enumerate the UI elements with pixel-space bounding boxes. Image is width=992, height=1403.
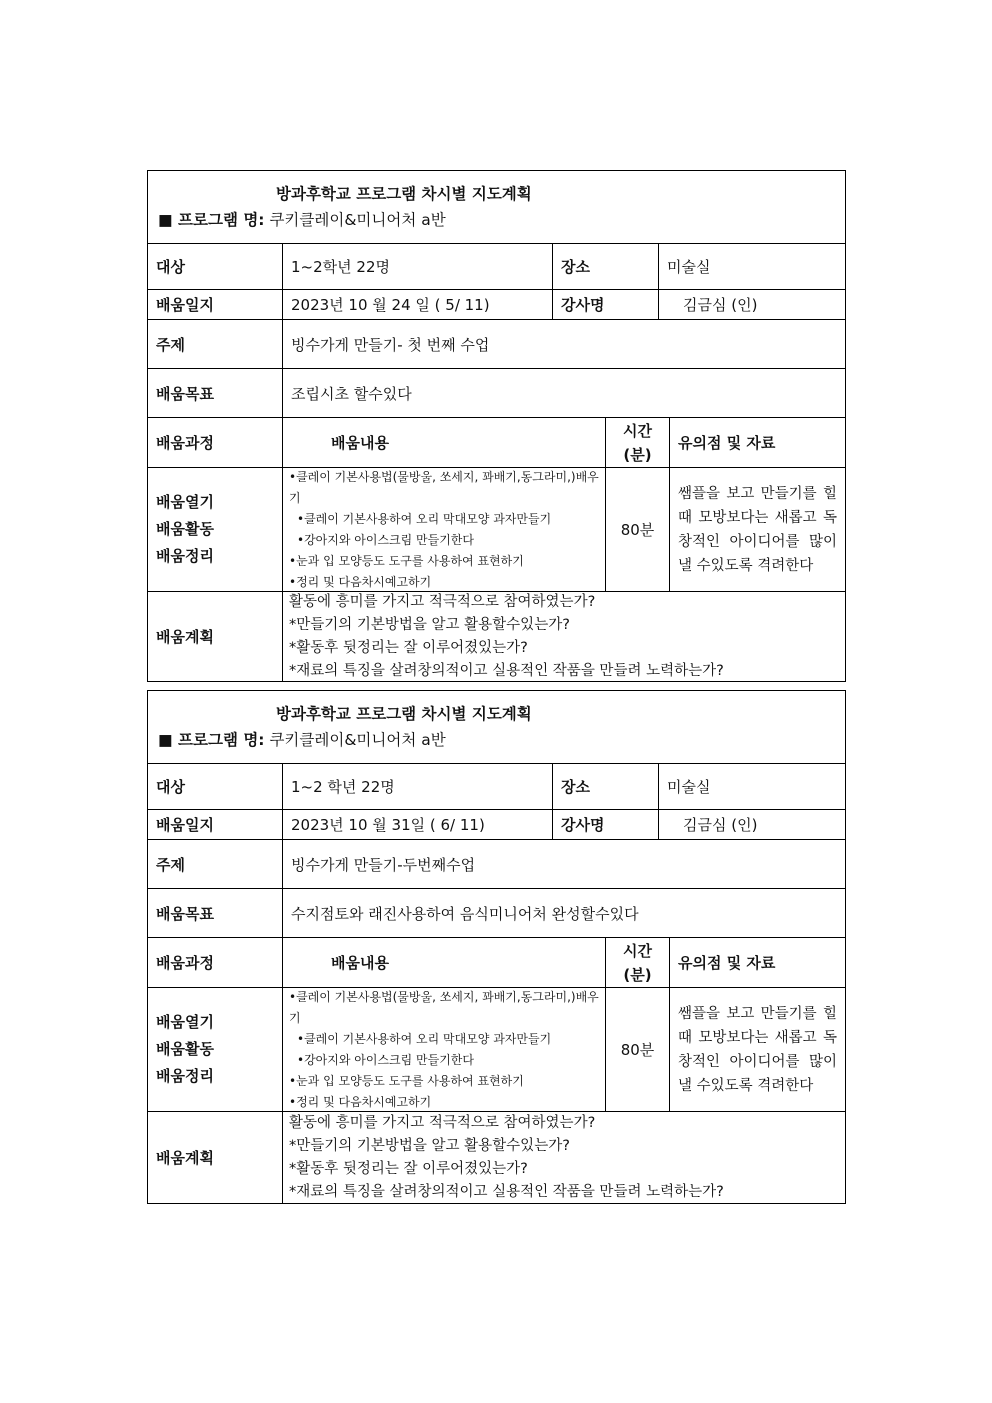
- notes-label: 유의점 및 자료: [669, 938, 845, 987]
- program-line: [158, 207, 845, 233]
- target-value: 1~2학년 22명: [282, 244, 552, 289]
- topic-value: 빙수가게 만들기-두번째수업: [282, 840, 845, 888]
- plan-item: 활동에 흥미를 가지고 적극적으로 참여하였는가?: [289, 593, 596, 610]
- goal-row: [148, 368, 845, 417]
- target-row: [148, 763, 845, 809]
- time-label: 시간 (분): [605, 938, 669, 987]
- plan-title: 방과후학교 프로그램 차시별 지도계획: [276, 185, 532, 203]
- program-name: 쿠키클레이&미니어처 a반: [269, 731, 446, 749]
- topic-value: 빙수가게 만들기- 첫 번째 수업: [282, 320, 845, 368]
- topic-row: [148, 839, 845, 888]
- notes-label: 유의점 및 자료: [669, 418, 845, 467]
- plan-label: 배움계획: [156, 1149, 214, 1167]
- plan-item: *재료의 특징을 살려창의적이고 실용적인 작품을 만들려 노력하는가?: [289, 1183, 724, 1200]
- place-value: 미술실: [658, 244, 845, 289]
- process-header-row: [148, 937, 845, 987]
- plan-item: *만들기의 기본방법을 알고 활용할수있는가?: [289, 616, 570, 633]
- program-line: [158, 727, 845, 753]
- content-label: 배움내용: [282, 418, 605, 467]
- teacher-value: 김금심 (인): [658, 290, 845, 319]
- goal-value: 수지점토와 래진사용하여 음식미니어처 완성할수있다: [282, 889, 845, 937]
- plan-item: *만들기의 기본방법을 알고 활용할수있는가?: [289, 1137, 570, 1154]
- target-label: 대상: [156, 258, 185, 276]
- content-item: •정리 및 다음차시예고하기: [289, 574, 432, 589]
- process-row: [148, 467, 845, 591]
- steps-cell: [148, 468, 282, 591]
- plan-row: [148, 1111, 845, 1203]
- time-value: 80분: [605, 468, 669, 591]
- content-item: •클레이 기본사용법(물방울, 쏘세지, 꽈배기,동그라미,)배우기: [289, 989, 599, 1025]
- content-item: •눈과 입 모양등도 도구를 사용하여 표현하기: [289, 553, 524, 568]
- plan-item: 활동에 흥미를 가지고 적극적으로 참여하였는가?: [289, 1114, 596, 1131]
- plan-header: [148, 691, 845, 763]
- place-label: 장소: [552, 764, 658, 809]
- note-text: 쌤플을 보고 만들기를 힐 때 모방보다는 새롭고 독창적인 아이디어를 많이 낼 수있도록 격려한다: [669, 988, 845, 1111]
- steps-cell: [148, 988, 282, 1111]
- plan-item: *활동후 뒷정리는 잘 이루어졌있는가?: [289, 1160, 528, 1177]
- content-item: •클레이 기본사용법(물방울, 쏘세지, 꽈배기,동그라미,)배우기: [289, 469, 599, 505]
- plan-list: [282, 1112, 845, 1203]
- teacher-label: 강사명: [552, 810, 658, 839]
- goal-value: 조립시초 할수있다: [282, 369, 845, 417]
- step-activity: 배움활동: [156, 1040, 214, 1058]
- plan-title: 방과후학교 프로그램 차시별 지도계획: [276, 705, 532, 723]
- date-row: [148, 809, 845, 839]
- goal-row: [148, 888, 845, 937]
- content-item: •눈과 입 모양등도 도구를 사용하여 표현하기: [289, 1073, 524, 1088]
- date-label: 배움일지: [156, 296, 214, 314]
- plan-item: *재료의 특징을 살려창의적이고 실용적인 작품을 만들려 노력하는가?: [289, 662, 724, 679]
- plan-label: 배움계획: [156, 628, 214, 646]
- program-label: ■ 프로그램 명:: [158, 731, 265, 749]
- content-item: •강아지와 아이스크림 만들기한다: [297, 532, 474, 547]
- time-label: 시간 (분): [605, 418, 669, 467]
- content-item: •강아지와 아이스크림 만들기한다: [297, 1052, 474, 1067]
- teacher-label: 강사명: [552, 290, 658, 319]
- plan-header: [148, 171, 845, 243]
- target-value: 1~2 학년 22명: [282, 764, 552, 809]
- place-label: 장소: [552, 244, 658, 289]
- content-item: •클레이 기본사용하여 오리 막대모양 과자만들기: [297, 511, 552, 526]
- process-label: 배움과정: [156, 954, 214, 972]
- content-list: [282, 468, 605, 591]
- date-label: 배움일지: [156, 816, 214, 834]
- note-text: 쌤플을 보고 만들기를 힐 때 모방보다는 새롭고 독창적인 아이디어를 많이 낼 수있도록 격려한다: [669, 468, 845, 591]
- program-label: ■ 프로그램 명:: [158, 211, 265, 229]
- step-wrapup: 배움정리: [156, 547, 214, 565]
- program-name: 쿠키클레이&미니어처 a반: [269, 211, 446, 229]
- lesson-plan-2: [147, 690, 846, 1204]
- process-row: [148, 987, 845, 1111]
- step-open: 배움열기: [156, 493, 214, 511]
- date-row: [148, 289, 845, 319]
- content-item: •클레이 기본사용하여 오리 막대모양 과자만들기: [297, 1031, 552, 1046]
- topic-label: 주제: [156, 855, 185, 874]
- date-value: 2023년 10 월 24 일 ( 5/ 11): [282, 290, 552, 319]
- place-value: 미술실: [658, 764, 845, 809]
- topic-label: 주제: [156, 335, 185, 354]
- step-wrapup: 배움정리: [156, 1067, 214, 1085]
- target-label: 대상: [156, 778, 185, 796]
- plan-list: [282, 592, 845, 681]
- content-list: [282, 988, 605, 1111]
- step-activity: 배움활동: [156, 520, 214, 538]
- process-header-row: [148, 417, 845, 467]
- step-open: 배움열기: [156, 1013, 214, 1031]
- date-value: 2023년 10 월 31일 ( 6/ 11): [282, 810, 552, 839]
- goal-label: 배움목표: [156, 384, 214, 403]
- content-label: 배움내용: [282, 938, 605, 987]
- plan-row: [148, 591, 845, 681]
- target-row: [148, 243, 845, 289]
- lesson-plan-1: [147, 170, 846, 682]
- plan-item: *활동후 뒷정리는 잘 이루어졌있는가?: [289, 639, 528, 656]
- time-value: 80분: [605, 988, 669, 1111]
- content-item: •정리 및 다음차시예고하기: [289, 1094, 432, 1109]
- process-label: 배움과정: [156, 434, 214, 452]
- goal-label: 배움목표: [156, 904, 214, 923]
- topic-row: [148, 319, 845, 368]
- teacher-value: 김금심 (인): [658, 810, 845, 839]
